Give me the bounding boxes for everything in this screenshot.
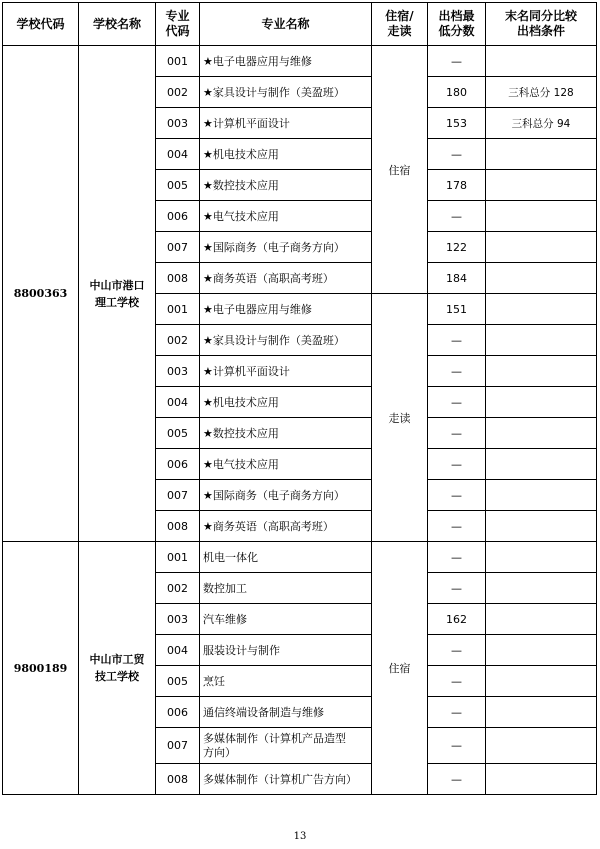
major-name-cell: 服装设计与制作 <box>200 635 372 666</box>
min-score-cell: — <box>428 201 486 232</box>
major-code-cell: 001 <box>156 46 200 77</box>
min-score-cell: 180 <box>428 77 486 108</box>
major-code-cell: 003 <box>156 108 200 139</box>
major-name-cell: ★家具设计与制作（美盈班） <box>200 325 372 356</box>
tie-rule-cell <box>486 542 597 573</box>
tie-rule-cell <box>486 387 597 418</box>
header-major-name: 专业名称 <box>200 3 372 46</box>
major-name-cell: ★机电技术应用 <box>200 387 372 418</box>
major-code-cell: 002 <box>156 325 200 356</box>
major-name-cell: 烹饪 <box>200 666 372 697</box>
min-score-cell: — <box>428 573 486 604</box>
min-score-cell: — <box>428 542 486 573</box>
boarding-mode-cell: 住宿 <box>372 46 428 294</box>
header-row <box>3 3 597 46</box>
major-name-cell: 通信终端设备制造与维修 <box>200 697 372 728</box>
major-code-cell: 006 <box>156 449 200 480</box>
major-name-cell: ★国际商务（电子商务方向） <box>200 232 372 263</box>
min-score-cell: — <box>428 356 486 387</box>
admission-score-table <box>2 2 597 795</box>
boarding-mode-cell: 住宿 <box>372 542 428 795</box>
min-score-cell: — <box>428 46 486 77</box>
tie-rule-cell <box>486 728 597 764</box>
tie-rule-cell <box>486 263 597 294</box>
major-code-cell: 006 <box>156 697 200 728</box>
min-score-cell: — <box>428 418 486 449</box>
major-code-cell: 008 <box>156 263 200 294</box>
major-name-cell: 多媒体制作（计算机产品造型 方向） <box>200 728 372 764</box>
major-name-cell: ★电子电器应用与维修 <box>200 46 372 77</box>
tie-rule-cell <box>486 356 597 387</box>
major-name-cell: ★电气技术应用 <box>200 449 372 480</box>
min-score-cell: 122 <box>428 232 486 263</box>
tie-rule-cell <box>486 635 597 666</box>
min-score-cell: — <box>428 728 486 764</box>
tie-rule-cell <box>486 511 597 542</box>
page-number: 13 <box>293 831 307 842</box>
tie-rule-cell <box>486 201 597 232</box>
tie-rule-cell: 三科总分 128 <box>486 77 597 108</box>
major-code-cell: 007 <box>156 232 200 263</box>
school-code-cell: 8800363 <box>3 46 79 542</box>
school-name-cell: 中山市工贸 技工学校 <box>79 542 156 795</box>
major-code-cell: 001 <box>156 542 200 573</box>
major-code-cell: 004 <box>156 387 200 418</box>
major-code-cell: 005 <box>156 418 200 449</box>
tie-rule-cell <box>486 604 597 635</box>
tie-rule-cell <box>486 418 597 449</box>
min-score-cell: — <box>428 449 486 480</box>
major-name-cell: ★计算机平面设计 <box>200 108 372 139</box>
major-name-cell: ★家具设计与制作（美盈班） <box>200 77 372 108</box>
major-name-cell: ★计算机平面设计 <box>200 356 372 387</box>
major-code-cell: 004 <box>156 139 200 170</box>
tie-rule-cell <box>486 170 597 201</box>
min-score-cell: — <box>428 697 486 728</box>
tie-rule-cell <box>486 232 597 263</box>
major-name-cell: 多媒体制作（计算机广告方向） <box>200 764 372 795</box>
major-code-cell: 005 <box>156 170 200 201</box>
min-score-cell: — <box>428 325 486 356</box>
major-code-cell: 007 <box>156 728 200 764</box>
tie-rule-cell <box>486 46 597 77</box>
major-name-cell: ★电子电器应用与维修 <box>200 294 372 325</box>
boarding-mode-cell: 走读 <box>372 294 428 542</box>
major-code-cell: 003 <box>156 604 200 635</box>
tie-rule-cell <box>486 449 597 480</box>
major-code-cell: 005 <box>156 666 200 697</box>
min-score-cell: — <box>428 666 486 697</box>
tie-rule-cell <box>486 697 597 728</box>
header-school-code: 学校代码 <box>3 3 79 46</box>
major-name-cell: ★机电技术应用 <box>200 139 372 170</box>
major-code-cell: 003 <box>156 356 200 387</box>
school-name-cell: 中山市港口 理工学校 <box>79 46 156 542</box>
major-code-cell: 006 <box>156 201 200 232</box>
tie-rule-cell <box>486 666 597 697</box>
major-code-cell: 002 <box>156 573 200 604</box>
table-row <box>3 542 597 573</box>
header-boarding: 住宿/ 走读 <box>372 3 428 46</box>
major-name-cell: ★数控技术应用 <box>200 418 372 449</box>
min-score-cell: — <box>428 480 486 511</box>
header-major-code: 专业 代码 <box>156 3 200 46</box>
major-name-cell: ★商务英语（高职高考班） <box>200 511 372 542</box>
tie-rule-cell <box>486 139 597 170</box>
header-tie-rule: 末名同分比较 出档条件 <box>486 3 597 46</box>
major-name-cell: ★电气技术应用 <box>200 201 372 232</box>
tie-rule-cell <box>486 764 597 795</box>
major-name-cell: ★商务英语（高职高考班） <box>200 263 372 294</box>
table-row <box>3 46 597 77</box>
min-score-cell: — <box>428 387 486 418</box>
min-score-cell: 151 <box>428 294 486 325</box>
header-school-name: 学校名称 <box>79 3 156 46</box>
major-code-cell: 008 <box>156 511 200 542</box>
major-name-cell: 数控加工 <box>200 573 372 604</box>
school-code-cell: 9800189 <box>3 542 79 795</box>
min-score-cell: — <box>428 139 486 170</box>
min-score-cell: — <box>428 764 486 795</box>
major-code-cell: 002 <box>156 77 200 108</box>
tie-rule-cell <box>486 325 597 356</box>
major-code-cell: 001 <box>156 294 200 325</box>
tie-rule-cell <box>486 480 597 511</box>
major-name-cell: ★数控技术应用 <box>200 170 372 201</box>
major-code-cell: 007 <box>156 480 200 511</box>
major-code-cell: 004 <box>156 635 200 666</box>
min-score-cell: — <box>428 511 486 542</box>
tie-rule-cell <box>486 573 597 604</box>
tie-rule-cell: 三科总分 94 <box>486 108 597 139</box>
major-name-cell: 机电一体化 <box>200 542 372 573</box>
major-name-cell: ★国际商务（电子商务方向） <box>200 480 372 511</box>
major-code-cell: 008 <box>156 764 200 795</box>
header-min-score: 出档最 低分数 <box>428 3 486 46</box>
tie-rule-cell <box>486 294 597 325</box>
min-score-cell: 184 <box>428 263 486 294</box>
min-score-cell: 162 <box>428 604 486 635</box>
major-name-cell: 汽车维修 <box>200 604 372 635</box>
min-score-cell: — <box>428 635 486 666</box>
min-score-cell: 153 <box>428 108 486 139</box>
min-score-cell: 178 <box>428 170 486 201</box>
